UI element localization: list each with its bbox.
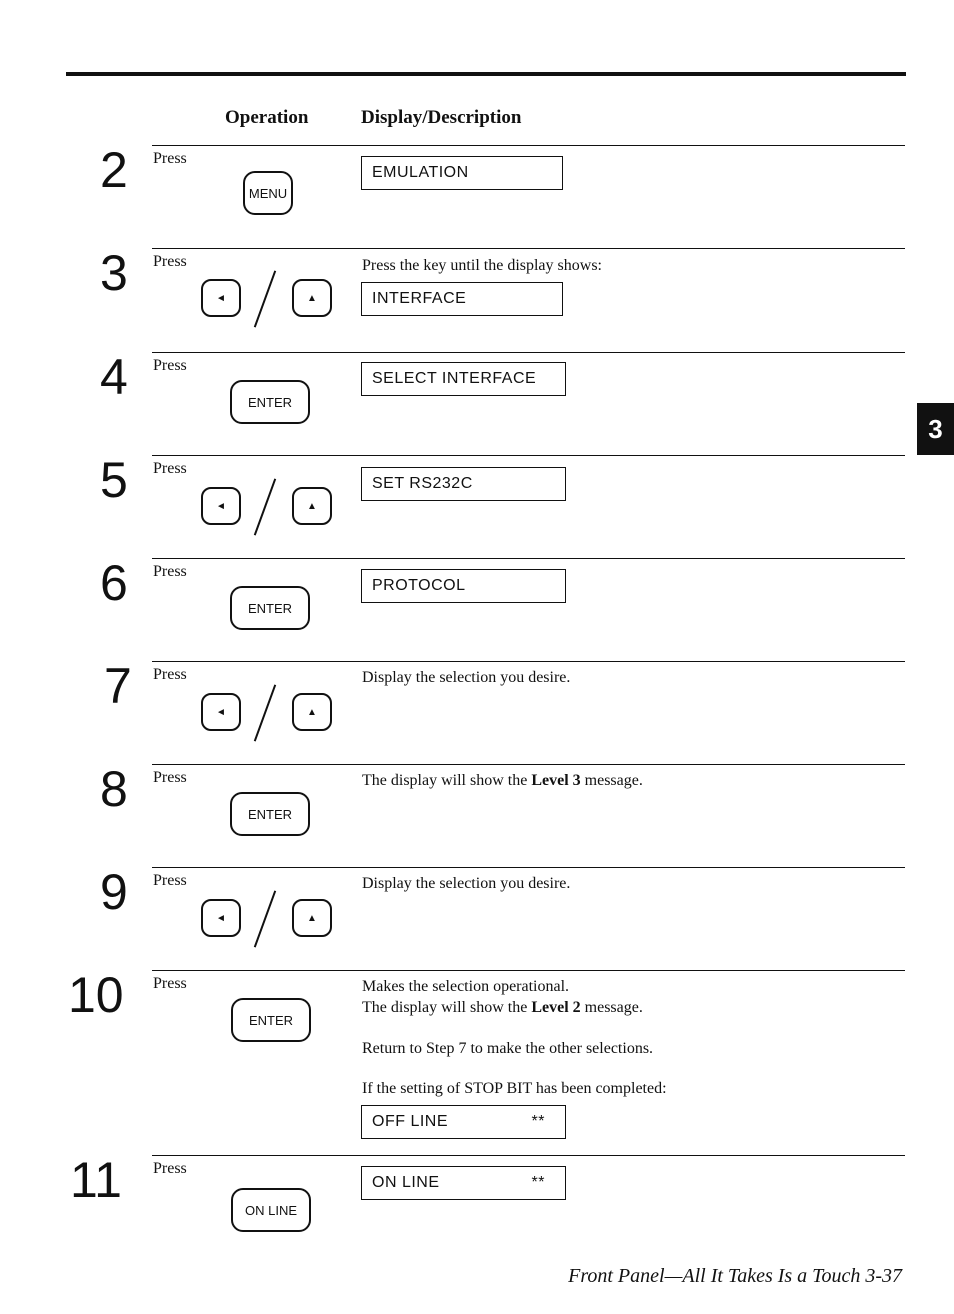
step-divider	[152, 455, 905, 456]
step-number: 3	[100, 245, 128, 301]
step-divider	[152, 970, 905, 971]
step-number: 10	[68, 967, 124, 1023]
step-divider	[152, 661, 905, 662]
enter-key[interactable]: ENTER	[230, 792, 310, 836]
press-label: Press	[153, 872, 187, 889]
left-arrow-key[interactable]: ◄	[201, 899, 241, 937]
step-number: 5	[100, 452, 128, 508]
up-arrow-key[interactable]: ▲	[292, 899, 332, 937]
step-divider	[152, 352, 905, 353]
step-number: 9	[100, 864, 128, 920]
step-number: 6	[100, 555, 128, 611]
step-description: Press the key until the display shows:	[362, 257, 602, 274]
press-label: Press	[153, 150, 187, 167]
step-divider	[152, 1155, 905, 1156]
step-description-2: The display will show the Level 2 message.	[362, 999, 643, 1016]
enter-key[interactable]: ENTER	[230, 380, 310, 424]
enter-key[interactable]: ENTER	[230, 586, 310, 630]
menu-key[interactable]: MENU	[243, 171, 293, 215]
step-description-3: Return to Step 7 to make the other selections.	[362, 1040, 654, 1057]
left-arrow-key[interactable]: ◄	[201, 487, 241, 525]
level-label: Level 3	[531, 772, 581, 789]
or-slash	[254, 478, 276, 535]
lcd-stars: **	[531, 1174, 545, 1191]
or-slash	[254, 890, 276, 947]
lcd-display: PROTOCOL	[361, 569, 566, 603]
press-label: Press	[153, 460, 187, 477]
step-number: 2	[100, 142, 128, 198]
press-label: Press	[153, 357, 187, 374]
up-arrow-key[interactable]: ▲	[292, 487, 332, 525]
press-label: Press	[153, 1160, 187, 1177]
lcd-display: EMULATION	[361, 156, 563, 190]
step-divider	[152, 248, 905, 249]
step-divider	[152, 764, 905, 765]
press-label: Press	[153, 769, 187, 786]
or-slash	[254, 684, 276, 741]
step-number: 4	[100, 349, 128, 405]
chapter-tab: 3	[917, 403, 954, 455]
level-label: Level 2	[531, 999, 581, 1016]
press-label: Press	[153, 666, 187, 683]
step-divider	[152, 558, 905, 559]
step-divider	[152, 145, 905, 146]
lcd-display: INTERFACE	[361, 282, 563, 316]
lcd-display: SELECT INTERFACE	[361, 362, 566, 396]
step-description: The display will show the Level 3 message.	[362, 772, 643, 789]
step-number: 8	[100, 761, 128, 817]
or-slash	[254, 270, 276, 327]
page-footer: Front Panel—All It Takes Is a Touch 3-37	[568, 1265, 902, 1287]
step-description: Display the selection you desire.	[362, 875, 571, 892]
lcd-display: SET RS232C	[361, 467, 566, 501]
up-arrow-key[interactable]: ▲	[292, 693, 332, 731]
press-label: Press	[153, 563, 187, 580]
top-rule	[66, 72, 906, 76]
step-description-1: Makes the selection operational.	[362, 978, 570, 995]
press-label: Press	[153, 253, 187, 270]
step-description: Display the selection you desire.	[362, 669, 571, 686]
column-heading-display: Display/Description	[361, 107, 522, 128]
lcd-display: OFF LINE **	[361, 1105, 566, 1139]
lcd-stars: **	[531, 1113, 545, 1130]
step-divider	[152, 867, 905, 868]
step-number: 11	[70, 1152, 122, 1208]
left-arrow-key[interactable]: ◄	[201, 279, 241, 317]
lcd-display: ON LINE **	[361, 1166, 566, 1200]
column-heading-operation: Operation	[225, 107, 309, 128]
press-label: Press	[153, 975, 187, 992]
online-key[interactable]: ON LINE	[231, 1188, 311, 1232]
step-number: 7	[104, 658, 132, 714]
enter-key[interactable]: ENTER	[231, 998, 311, 1042]
step-description-4: If the setting of STOP BIT has been completed:	[362, 1080, 667, 1097]
left-arrow-key[interactable]: ◄	[201, 693, 241, 731]
up-arrow-key[interactable]: ▲	[292, 279, 332, 317]
